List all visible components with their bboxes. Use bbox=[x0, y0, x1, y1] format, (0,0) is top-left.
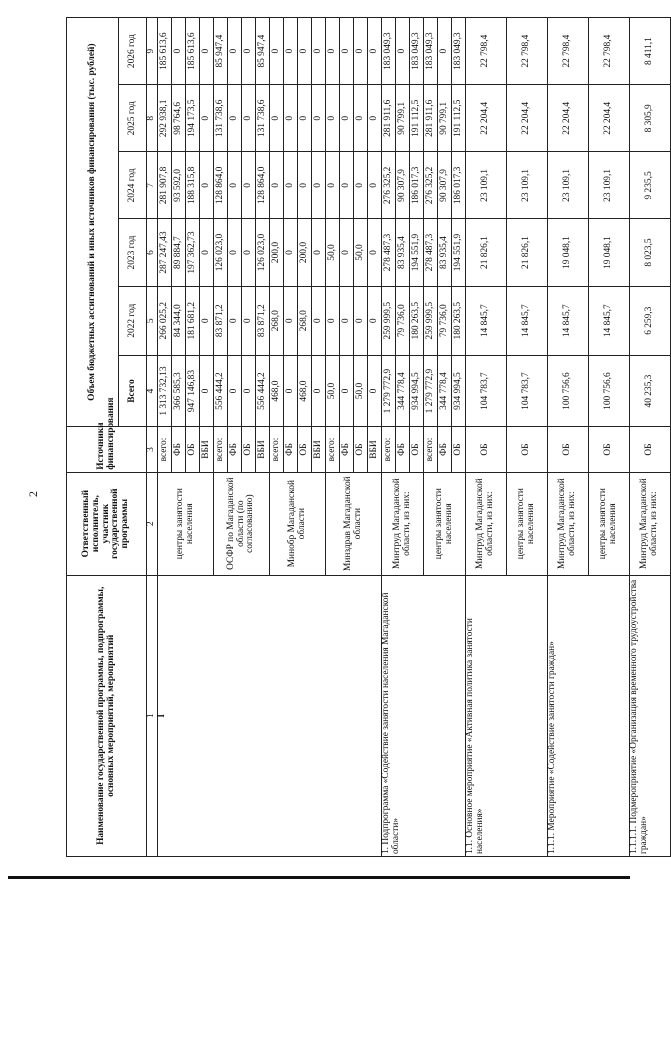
year-value-cell: 0 bbox=[200, 85, 214, 152]
year-value-cell: 0 bbox=[354, 18, 368, 85]
page-number: 2 bbox=[26, 491, 40, 497]
year-value-cell: 0 bbox=[368, 152, 382, 219]
year-value-cell: 0 bbox=[368, 85, 382, 152]
year-value-cell: 0 bbox=[368, 219, 382, 286]
header-year-2024: 2024 год bbox=[119, 152, 147, 219]
year-value-cell: 83 935,4 bbox=[438, 219, 452, 286]
year-value-cell: 0 bbox=[340, 286, 354, 355]
total-value-cell: 100 756,6 bbox=[548, 355, 589, 426]
year-value-cell: 0 bbox=[284, 18, 298, 85]
header-year-2026: 2026 год bbox=[119, 18, 147, 85]
year-value-cell: 185 613,6 bbox=[186, 18, 200, 85]
total-value-cell: 0 bbox=[312, 355, 326, 426]
source-cell: ОБ bbox=[452, 427, 466, 472]
year-value-cell: 0 bbox=[228, 219, 242, 286]
year-value-cell: 8 023,5 bbox=[630, 219, 671, 286]
year-value-cell: 276 325,2 bbox=[424, 152, 438, 219]
year-value-cell: 0 bbox=[312, 85, 326, 152]
year-value-cell: 98 764,6 bbox=[172, 85, 186, 152]
year-value-cell: 84 344,0 bbox=[172, 286, 186, 355]
year-value-cell: 0 bbox=[242, 219, 256, 286]
year-value-cell: 14 845,7 bbox=[548, 286, 589, 355]
table-row bbox=[158, 18, 172, 857]
column-number-4: 4 bbox=[147, 355, 158, 426]
year-value-cell: 89 884,7 bbox=[172, 219, 186, 286]
year-value-cell: 14 845,7 bbox=[466, 286, 507, 355]
year-value-cell: 181 681,2 bbox=[186, 286, 200, 355]
program-name-cell: I bbox=[158, 575, 382, 856]
year-value-cell: 8 411,1 bbox=[630, 18, 671, 85]
program-name-cell: 1.1.1. Мероприятие «Содействие занятости граждан» bbox=[548, 575, 630, 856]
year-value-cell: 0 bbox=[284, 286, 298, 355]
year-value-cell: 0 bbox=[340, 219, 354, 286]
year-value-cell: 0 bbox=[200, 219, 214, 286]
year-value-cell: 287 247,43 bbox=[158, 219, 172, 286]
header-year-2022: 2022 год bbox=[119, 286, 147, 355]
executor-cell: Минтруд Магаданской области, из них: bbox=[466, 472, 507, 575]
source-cell: ВБИ bbox=[368, 427, 382, 472]
year-value-cell: 14 845,7 bbox=[507, 286, 548, 355]
total-value-cell: 104 783,7 bbox=[466, 355, 507, 426]
year-value-cell: 0 bbox=[298, 152, 312, 219]
year-value-cell: 183 049,3 bbox=[452, 18, 466, 85]
source-cell: ФБ bbox=[284, 427, 298, 472]
total-value-cell: 0 bbox=[242, 355, 256, 426]
year-value-cell: 278 487,3 bbox=[382, 219, 396, 286]
year-value-cell: 0 bbox=[438, 18, 452, 85]
year-value-cell: 0 bbox=[298, 18, 312, 85]
year-value-cell: 0 bbox=[312, 286, 326, 355]
source-cell: всего: bbox=[382, 427, 396, 472]
year-value-cell: 0 bbox=[368, 286, 382, 355]
column-number-3: 3 bbox=[147, 427, 158, 472]
year-value-cell: 50,0 bbox=[326, 219, 340, 286]
header-volume: Объем бюджетных ассигнований и иных источников финансирования (тыс. рублей) bbox=[67, 18, 119, 427]
year-value-cell: 128 864,0 bbox=[214, 152, 228, 219]
year-value-cell: 278 487,3 bbox=[424, 219, 438, 286]
year-value-cell: 281 911,6 bbox=[424, 85, 438, 152]
year-value-cell: 191 112,5 bbox=[452, 85, 466, 152]
source-cell: ОБ bbox=[548, 427, 589, 472]
year-value-cell: 79 736,0 bbox=[438, 286, 452, 355]
year-value-cell: 0 bbox=[270, 85, 284, 152]
year-value-cell: 0 bbox=[326, 286, 340, 355]
source-cell: ФБ bbox=[396, 427, 410, 472]
year-value-cell: 22 204,4 bbox=[589, 85, 630, 152]
year-value-cell: 194 173,5 bbox=[186, 85, 200, 152]
year-value-cell: 0 bbox=[284, 85, 298, 152]
table-row bbox=[548, 18, 589, 857]
year-value-cell: 0 bbox=[312, 152, 326, 219]
year-value-cell: 22 798,4 bbox=[589, 18, 630, 85]
year-value-cell: 6 259,3 bbox=[630, 286, 671, 355]
year-value-cell: 23 109,1 bbox=[507, 152, 548, 219]
year-value-cell: 19 048,1 bbox=[589, 219, 630, 286]
source-cell: всего: bbox=[424, 427, 438, 472]
year-value-cell: 0 bbox=[270, 18, 284, 85]
total-value-cell: 1 279 772,9 bbox=[382, 355, 396, 426]
year-value-cell: 0 bbox=[396, 18, 410, 85]
executor-cell: центры занятости населения bbox=[158, 472, 214, 575]
total-value-cell: 0 bbox=[228, 355, 242, 426]
source-cell: ОБ bbox=[589, 427, 630, 472]
column-number-5: 5 bbox=[147, 286, 158, 355]
total-value-cell: 556 444,2 bbox=[256, 355, 270, 426]
table-row bbox=[630, 18, 671, 857]
year-value-cell: 0 bbox=[326, 85, 340, 152]
total-value-cell: 50,0 bbox=[354, 355, 368, 426]
year-value-cell: 0 bbox=[340, 18, 354, 85]
year-value-cell: 0 bbox=[200, 152, 214, 219]
column-number-8: 8 bbox=[147, 85, 158, 152]
year-value-cell: 85 947,4 bbox=[214, 18, 228, 85]
source-cell: ФБ bbox=[228, 427, 242, 472]
year-value-cell: 23 109,1 bbox=[466, 152, 507, 219]
year-value-cell: 0 bbox=[298, 85, 312, 152]
year-value-cell: 22 204,4 bbox=[548, 85, 589, 152]
year-value-cell: 85 947,4 bbox=[256, 18, 270, 85]
year-value-cell: 276 325,2 bbox=[382, 152, 396, 219]
total-value-cell: 468,0 bbox=[270, 355, 284, 426]
source-cell: всего: bbox=[158, 427, 172, 472]
executor-cell: Минобр Магаданской области bbox=[270, 472, 326, 575]
header-source: Источники финансирования bbox=[67, 427, 147, 472]
year-value-cell: 22 798,4 bbox=[507, 18, 548, 85]
source-cell: ОБ bbox=[410, 427, 424, 472]
executor-cell: Минтруд Магаданской области, из них: bbox=[382, 472, 424, 575]
program-name-cell: 1.1.1.1. Подмероприятие «Организация временного трудоустройства граждан» bbox=[630, 575, 671, 856]
year-value-cell: 183 049,3 bbox=[382, 18, 396, 85]
source-cell: ВБИ bbox=[312, 427, 326, 472]
source-cell: ОБ bbox=[242, 427, 256, 472]
year-value-cell: 194 551,9 bbox=[452, 219, 466, 286]
source-cell: всего: bbox=[326, 427, 340, 472]
year-value-cell: 83 935,4 bbox=[396, 219, 410, 286]
year-value-cell: 21 826,1 bbox=[507, 219, 548, 286]
year-value-cell: 79 736,0 bbox=[396, 286, 410, 355]
year-value-cell: 0 bbox=[368, 18, 382, 85]
year-value-cell: 14 845,7 bbox=[589, 286, 630, 355]
year-value-cell: 126 023,0 bbox=[214, 219, 228, 286]
year-value-cell: 93 592,0 bbox=[172, 152, 186, 219]
year-value-cell: 8 305,9 bbox=[630, 85, 671, 152]
year-value-cell: 281 911,6 bbox=[382, 85, 396, 152]
year-value-cell: 126 023,0 bbox=[256, 219, 270, 286]
total-value-cell: 0 bbox=[368, 355, 382, 426]
year-value-cell: 0 bbox=[270, 152, 284, 219]
year-value-cell: 268,0 bbox=[270, 286, 284, 355]
year-value-cell: 0 bbox=[354, 152, 368, 219]
header-total: Всего bbox=[119, 355, 147, 426]
year-value-cell: 186 017,3 bbox=[452, 152, 466, 219]
year-value-cell: 50,0 bbox=[354, 219, 368, 286]
column-number-6: 6 bbox=[147, 219, 158, 286]
year-value-cell: 0 bbox=[354, 286, 368, 355]
total-value-cell: 344 778,4 bbox=[438, 355, 452, 426]
year-value-cell: 0 bbox=[340, 85, 354, 152]
year-value-cell: 194 551,9 bbox=[410, 219, 424, 286]
total-value-cell: 100 756,6 bbox=[589, 355, 630, 426]
year-value-cell: 23 109,1 bbox=[589, 152, 630, 219]
year-value-cell: 0 bbox=[242, 85, 256, 152]
year-value-cell: 21 826,1 bbox=[466, 219, 507, 286]
column-number-2: 2 bbox=[147, 472, 158, 575]
executor-cell: центры занятости населения bbox=[424, 472, 466, 575]
source-cell: ФБ bbox=[438, 427, 452, 472]
total-value-cell: 1 279 772,9 bbox=[424, 355, 438, 426]
total-value-cell: 50,0 bbox=[326, 355, 340, 426]
table-row bbox=[466, 18, 507, 857]
year-value-cell: 0 bbox=[312, 18, 326, 85]
total-value-cell: 0 bbox=[340, 355, 354, 426]
source-cell: ФБ bbox=[172, 427, 186, 472]
year-value-cell: 23 109,1 bbox=[548, 152, 589, 219]
year-value-cell: 0 bbox=[200, 18, 214, 85]
year-value-cell: 200,0 bbox=[298, 219, 312, 286]
executor-cell: центры занятости населения bbox=[589, 472, 630, 575]
year-value-cell: 0 bbox=[228, 286, 242, 355]
page-rule bbox=[8, 876, 630, 879]
source-cell: ОБ bbox=[630, 427, 671, 472]
source-cell: всего: bbox=[270, 427, 284, 472]
year-value-cell: 0 bbox=[312, 219, 326, 286]
budget-table bbox=[66, 17, 671, 857]
year-value-cell: 128 864,0 bbox=[256, 152, 270, 219]
executor-cell: ОСФР по Магаданской области (по согласованию) bbox=[214, 472, 270, 575]
year-value-cell: 90 307,9 bbox=[438, 152, 452, 219]
column-number-7: 7 bbox=[147, 152, 158, 219]
total-value-cell: 0 bbox=[200, 355, 214, 426]
executor-cell: Минздрав Магаданской области bbox=[326, 472, 382, 575]
year-value-cell: 197 362,73 bbox=[186, 219, 200, 286]
year-value-cell: 131 738,6 bbox=[214, 85, 228, 152]
year-value-cell: 180 263,5 bbox=[410, 286, 424, 355]
total-value-cell: 934 994,5 bbox=[410, 355, 424, 426]
header-program-name: Наименование государственной программы, подпрограммы, основных мероприятий, мероприятий bbox=[67, 575, 147, 856]
year-value-cell: 281 907,8 bbox=[158, 152, 172, 219]
year-value-cell: 0 bbox=[354, 85, 368, 152]
year-value-cell: 183 049,3 bbox=[410, 18, 424, 85]
source-cell: ФБ bbox=[340, 427, 354, 472]
year-value-cell: 0 bbox=[242, 152, 256, 219]
executor-cell: Минтруд Магаданской области, из них: bbox=[548, 472, 589, 575]
program-name-cell: 1. Подпрограмма «Содействие занятости населения Магаданской области» bbox=[382, 575, 466, 856]
year-value-cell: 0 bbox=[228, 152, 242, 219]
year-value-cell: 83 871,2 bbox=[214, 286, 228, 355]
year-value-cell: 83 871,2 bbox=[256, 286, 270, 355]
year-value-cell: 0 bbox=[340, 152, 354, 219]
header-year-2025: 2025 год bbox=[119, 85, 147, 152]
source-cell: ОБ bbox=[507, 427, 548, 472]
year-value-cell: 292 938,1 bbox=[158, 85, 172, 152]
header-executor: Ответственный исполнитель, участник государственной программы bbox=[67, 472, 147, 575]
year-value-cell: 131 738,6 bbox=[256, 85, 270, 152]
total-value-cell: 344 778,4 bbox=[396, 355, 410, 426]
rotated-table-container bbox=[66, 17, 659, 857]
year-value-cell: 0 bbox=[326, 18, 340, 85]
total-value-cell: 104 783,7 bbox=[507, 355, 548, 426]
year-value-cell: 22 204,4 bbox=[466, 85, 507, 152]
source-cell: ОБ bbox=[186, 427, 200, 472]
year-value-cell: 186 017,3 bbox=[410, 152, 424, 219]
total-value-cell: 947 146,83 bbox=[186, 355, 200, 426]
year-value-cell: 0 bbox=[284, 219, 298, 286]
source-cell: ОБ bbox=[466, 427, 507, 472]
table-row bbox=[382, 18, 396, 857]
year-value-cell: 0 bbox=[242, 286, 256, 355]
year-value-cell: 90 799,1 bbox=[438, 85, 452, 152]
year-value-cell: 266 025,2 bbox=[158, 286, 172, 355]
year-value-cell: 188 315,8 bbox=[186, 152, 200, 219]
total-value-cell: 366 585,3 bbox=[172, 355, 186, 426]
year-value-cell: 183 049,3 bbox=[424, 18, 438, 85]
year-value-cell: 200,0 bbox=[270, 219, 284, 286]
year-value-cell: 22 204,4 bbox=[507, 85, 548, 152]
year-value-cell: 0 bbox=[228, 18, 242, 85]
total-value-cell: 468,0 bbox=[298, 355, 312, 426]
column-numbers-row bbox=[147, 18, 158, 857]
total-value-cell: 1 313 732,13 bbox=[158, 355, 172, 426]
program-name-cell: 1.1. Основное мероприятие «Активная политика занятости населения» bbox=[466, 575, 548, 856]
year-value-cell: 0 bbox=[200, 286, 214, 355]
year-value-cell: 9 235,5 bbox=[630, 152, 671, 219]
year-value-cell: 22 798,4 bbox=[548, 18, 589, 85]
source-cell: ОБ bbox=[298, 427, 312, 472]
year-value-cell: 0 bbox=[326, 152, 340, 219]
source-cell: ОБ bbox=[354, 427, 368, 472]
total-value-cell: 934 994,5 bbox=[452, 355, 466, 426]
total-value-cell: 40 235,3 bbox=[630, 355, 671, 426]
year-value-cell: 0 bbox=[172, 18, 186, 85]
source-cell: всего: bbox=[214, 427, 228, 472]
year-value-cell: 0 bbox=[284, 152, 298, 219]
year-value-cell: 180 263,5 bbox=[452, 286, 466, 355]
column-number-9: 9 bbox=[147, 18, 158, 85]
total-value-cell: 0 bbox=[284, 355, 298, 426]
year-value-cell: 19 048,1 bbox=[548, 219, 589, 286]
year-value-cell: 268,0 bbox=[298, 286, 312, 355]
year-value-cell: 185 613,6 bbox=[158, 18, 172, 85]
year-value-cell: 259 999,5 bbox=[424, 286, 438, 355]
year-value-cell: 191 112,5 bbox=[410, 85, 424, 152]
executor-cell: Минтруд Магаданской области, из них: bbox=[630, 472, 671, 575]
year-value-cell: 90 799,1 bbox=[396, 85, 410, 152]
year-value-cell: 90 307,9 bbox=[396, 152, 410, 219]
total-value-cell: 556 444,2 bbox=[214, 355, 228, 426]
column-number-1: 1 bbox=[147, 575, 158, 856]
header-year-2023: 2023 год bbox=[119, 219, 147, 286]
year-value-cell: 22 798,4 bbox=[466, 18, 507, 85]
executor-cell: центры занятости населения bbox=[507, 472, 548, 575]
source-cell: ВБИ bbox=[256, 427, 270, 472]
year-value-cell: 259 999,5 bbox=[382, 286, 396, 355]
year-value-cell: 0 bbox=[242, 18, 256, 85]
source-cell: ВБИ bbox=[200, 427, 214, 472]
year-value-cell: 0 bbox=[228, 85, 242, 152]
